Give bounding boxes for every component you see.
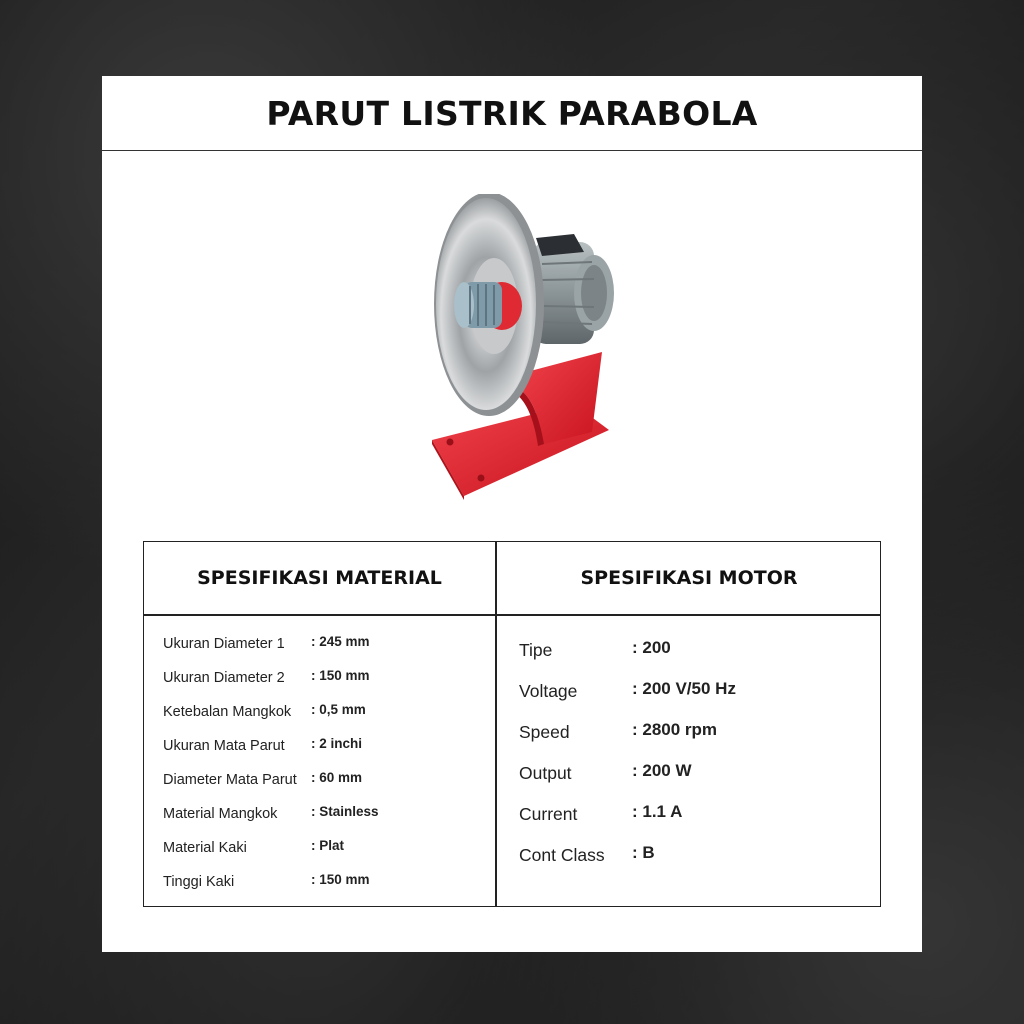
material-label: Ukuran Mata Parut	[163, 738, 285, 754]
spec-table	[143, 541, 881, 907]
page-title: PARUT LISTRIK PARABOLA	[266, 93, 758, 133]
motor-value: : B	[632, 843, 655, 862]
material-label: Ukuran Diameter 1	[163, 636, 285, 652]
motor-label: Speed	[519, 722, 570, 742]
title-bar	[102, 76, 922, 151]
material-header: SPESIFIKASI MATERIAL	[197, 567, 442, 589]
motor-value: : 1.1 A	[632, 802, 683, 821]
motor-label: Tipe	[519, 640, 553, 660]
product-card	[102, 76, 922, 952]
motor-value: : 2800 rpm	[632, 720, 718, 739]
motor-label: Output	[519, 763, 572, 783]
motor-label: Cont Class	[519, 845, 605, 865]
motor-value: : 200 V/50 Hz	[632, 679, 736, 698]
material-value: : 150 mm	[311, 668, 370, 683]
motor-value: : 200	[632, 638, 671, 657]
material-label: Ketebalan Mangkok	[163, 704, 292, 720]
material-label: Material Mangkok	[163, 806, 278, 822]
material-label: Diameter Mata Parut	[163, 772, 297, 788]
material-label: Material Kaki	[163, 840, 247, 856]
material-value: : 60 mm	[311, 770, 363, 785]
header-divider	[144, 614, 880, 616]
material-value: : 245 mm	[311, 634, 370, 649]
motor-label: Voltage	[519, 681, 578, 701]
material-value: : 2 inchi	[311, 736, 363, 751]
material-label: Ukuran Diameter 2	[163, 670, 285, 686]
motor-label: Current	[519, 804, 578, 824]
material-value: : Plat	[311, 838, 345, 853]
material-value: : Stainless	[311, 804, 379, 819]
material-value: : 0,5 mm	[311, 702, 366, 717]
motor-header: SPESIFIKASI MOTOR	[580, 567, 798, 589]
coconut-grater-machine-icon	[424, 194, 614, 504]
motor-value: : 200 W	[632, 761, 692, 780]
material-label: Tinggi Kaki	[163, 874, 235, 890]
material-value: : 150 mm	[311, 872, 370, 887]
